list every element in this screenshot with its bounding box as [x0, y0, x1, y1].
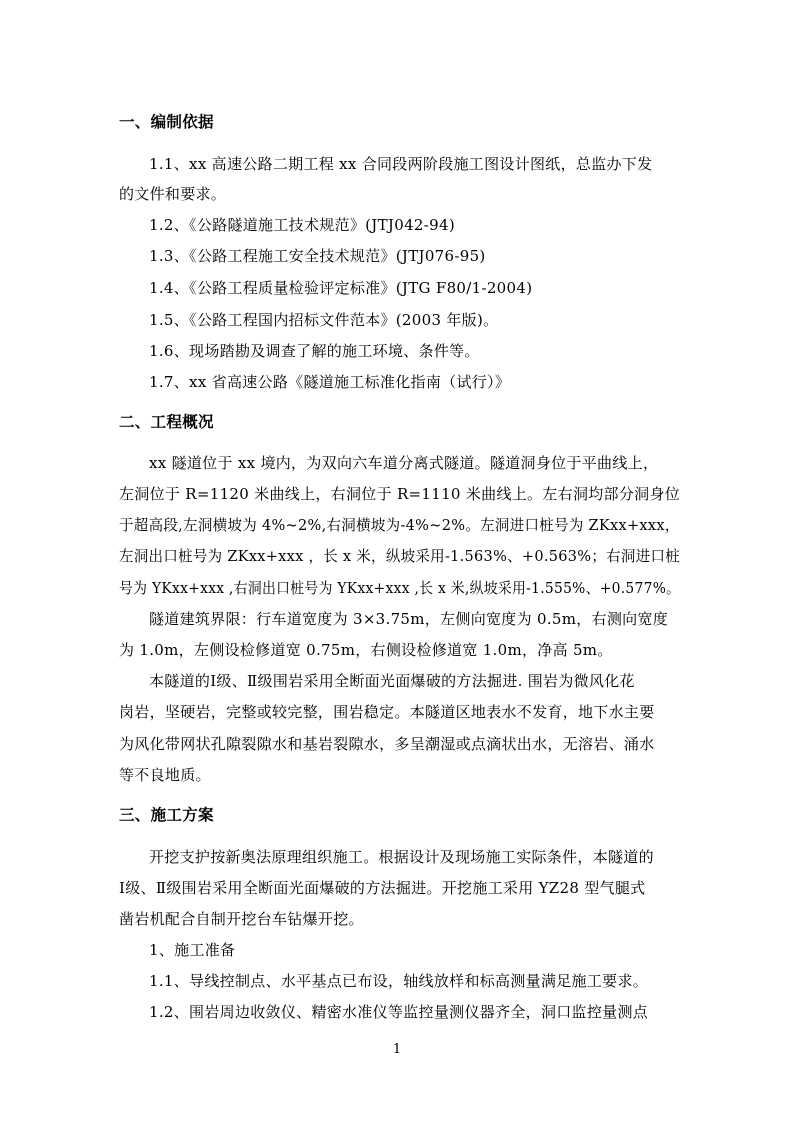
paragraph-line: 为风化带网状孔隙裂隙水和基岩裂隙水，多呈潮湿或点滴状出水，无溶岩、涌水	[119, 735, 655, 753]
paragraph-line: 1.2、《公路隧道施工技术规范》(JTJ042-94)	[149, 216, 455, 234]
paragraph-line: 岗岩，坚硬岩，完整或较完整，围岩稳定。本隧道区地表水不发育，地下水主要	[119, 703, 655, 721]
paragraph-line: 开挖支护按新奥法原理组织施工。根据设计及现场施工实际条件，本隧道的	[149, 848, 654, 866]
section-heading-overview: 二、工程概况	[119, 412, 214, 431]
paragraph-line: 等不良地质。	[119, 766, 211, 784]
paragraph-line: 于超高段,左洞横坡为 4%~2%,右洞横坡为-4%~2%。左洞进口桩号为 ZKxx+xxx，	[119, 516, 680, 534]
paragraph-line: 1.3、《公路工程施工安全技术规范》(JTJ076-95)	[149, 247, 486, 265]
paragraph-line: 1.1、xx 高速公路二期工程 xx 合同段两阶段施工图设计图纸，总监办下发	[149, 155, 653, 173]
paragraph-line: 1.4、《公路工程质量检验评定标准》(JTG F80/1-2004)	[149, 279, 533, 297]
paragraph-line: Ⅰ级、Ⅱ级围岩采用全断面光面爆破的方法掘进。开挖施工采用 YZ28 型气腿式	[119, 879, 646, 897]
section-heading-basis: 一、编制依据	[119, 112, 214, 131]
paragraph-line: 1.6、现场踏勘及调查了解的施工环境、条件等。	[149, 342, 480, 360]
paragraph-line: 凿岩机配合自制开挖台车钻爆开挖。	[119, 910, 364, 928]
paragraph-line: 的文件和要求。	[119, 185, 227, 203]
paragraph-line: 号为 YKxx+xxx ,右洞出口桩号为 YKxx+xxx ,长 x 米,纵坡采用-1.555%、+0.577%。	[119, 579, 681, 597]
page-number: 1	[392, 1042, 402, 1057]
paragraph-line: xx 隧道位于 xx 境内，为双向六车道分离式隧道。隧道洞身位于平曲线上，	[149, 454, 659, 472]
paragraph-line: 左洞出口桩号为 ZKxx+xxx ，长 x 米，纵坡采用-1.563%、+0.563%；右洞进口桩	[119, 547, 681, 565]
paragraph-line: 1.1、导线控制点、水平基点已布设，轴线放样和标高测量满足施工要求。	[149, 972, 649, 990]
paragraph-line: 为 1.0m，左侧设检修道宽 0.75m，右侧设检修道宽 1.0m，净高 5m。	[119, 641, 613, 659]
paragraph-line: 本隧道的Ⅰ级、Ⅱ级围岩采用全断面光面爆破的方法掘进. 围岩为微风化花	[149, 672, 635, 690]
paragraph-line: 1、施工准备	[149, 941, 236, 959]
paragraph-line: 左洞位于 R=1120 米曲线上，右洞位于 R=1110 米曲线上。左右洞均部分洞身位	[119, 485, 681, 503]
paragraph-line: 1.2、围岩周边收敛仪、精密水准仪等监控量测仪器齐全，洞口监控量测点	[149, 1003, 649, 1021]
paragraph-line: 隧道建筑界限：行车道宽度为 3×3.75m，左侧向宽度为 0.5m，右测向宽度	[149, 610, 669, 628]
paragraph-line: 1.7、xx 省高速公路《隧道施工标准化指南（试行）》	[149, 373, 511, 391]
section-heading-plan: 三、施工方案	[119, 805, 214, 824]
paragraph-line: 1.5、《公路工程国内招标文件范本》(2003 年版)。	[149, 311, 499, 329]
